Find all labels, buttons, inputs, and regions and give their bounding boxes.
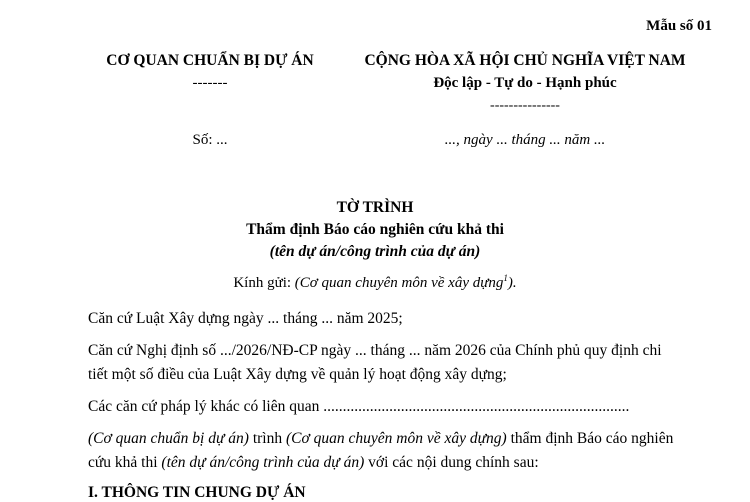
recipient-placeholder: (Cơ quan chuyên môn về xây dựng) — [285, 430, 507, 447]
document-subject: Thẩm định Báo cáo nghiên cứu khả thi — [246, 221, 504, 238]
project-placeholder: (tên dự án/công trình của dự án) — [161, 454, 365, 471]
submission-line1 — [88, 430, 673, 448]
legal-basis-other: Các căn cứ pháp lý khác có liên quan ............................................................................... — [88, 398, 630, 415]
document-number: Số: ... — [192, 132, 228, 148]
document-type: TỜ TRÌNH — [336, 199, 414, 216]
project-name: (tên dự án/công trình của dự án) — [269, 243, 481, 260]
legal-basis-decree-line2: tiết một số điều của Luật Xây dựng về quản lý hoạt động xây dựng; — [88, 366, 507, 383]
greeting — [0, 273, 750, 292]
agency-divider: ------- — [192, 75, 228, 91]
greeting-label: Kính gửi: — [233, 275, 295, 291]
submission-text-4: với các nội dung chính sau: — [364, 454, 539, 471]
footnote-marker: 1 — [503, 273, 508, 283]
national-motto: Độc lập - Tự do - Hạnh phúc — [433, 75, 617, 91]
greeting-recipient: (Cơ quan chuyên môn về xây dựng — [294, 275, 504, 291]
motto-divider: --------------- — [490, 98, 560, 113]
greeting-end: ). — [507, 275, 517, 291]
submission-text-3: cứu khả thi — [88, 454, 162, 471]
section-heading: I. THÔNG TIN CHUNG DỰ ÁN — [88, 484, 306, 501]
place-date: ..., ngày ... tháng ... năm ... — [444, 132, 606, 148]
country-name: CỘNG HÒA XÃ HỘI CHỦ NGHĨA VIỆT NAM — [364, 52, 686, 69]
submitter-placeholder: (Cơ quan chuẩn bị dự án) — [88, 430, 249, 447]
submission-text: trình — [248, 430, 286, 447]
form-number: Mẫu số 01 — [646, 18, 712, 34]
submission-line2 — [88, 454, 539, 472]
submission-text-2: thẩm định Báo cáo nghiên — [506, 430, 674, 447]
agency-name: CƠ QUAN CHUẨN BỊ DỰ ÁN — [106, 52, 314, 69]
legal-basis-decree-line1: Căn cứ Nghị định số .../2026/NĐ-CP ngày ... tháng ... năm 2026 của Chính phủ quy định chi — [88, 342, 662, 359]
legal-basis-law: Căn cứ Luật Xây dựng ngày ... tháng ... năm 2025; — [88, 310, 403, 327]
